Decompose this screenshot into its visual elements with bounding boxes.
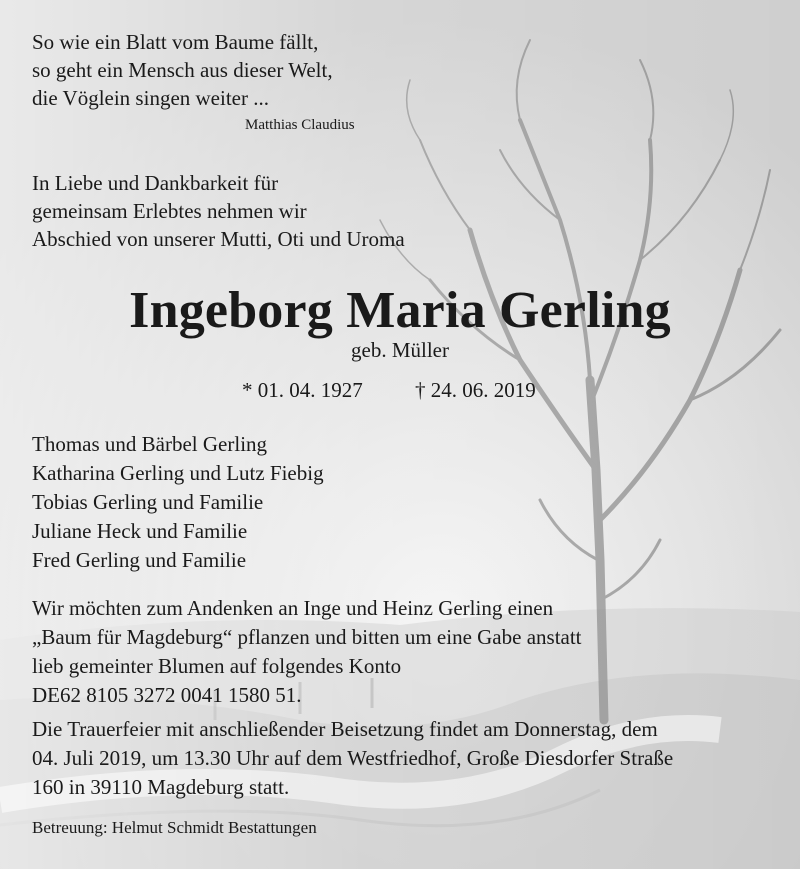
deceased-name: Ingeborg Maria Gerling	[129, 282, 671, 339]
mourner-name: Fred Gerling und Familie	[32, 548, 247, 572]
mourner-name: Juliane Heck und Familie	[32, 519, 248, 543]
funeral-line: Die Trauerfeier mit anschließender Beisetzung findet am Donnerstag, dem	[32, 717, 658, 741]
birth-date: * 01. 04. 1927	[242, 378, 363, 402]
poem-line: So wie ein Blatt vom Baume fällt,	[32, 30, 319, 54]
mourner-name: Katharina Gerling und Lutz Fiebig	[32, 461, 324, 485]
poem-line: so geht ein Mensch aus dieser Welt,	[32, 58, 333, 82]
undertaker-credit: Betreuung: Helmut Schmidt Bestattungen	[32, 818, 317, 837]
donation-line: Wir möchten zum Andenken an Inge und Heinz Gerling einen	[32, 596, 554, 620]
birth-name: geb. Müller	[351, 338, 449, 362]
intro-line: gemeinsam Erlebtes nehmen wir	[32, 199, 307, 223]
bank-account-line: DE62 8105 3272 0041 1580 51.	[32, 683, 302, 707]
mourner-name: Thomas und Bärbel Gerling	[32, 432, 268, 456]
donation-line: „Baum für Magdeburg“ pflanzen und bitten um eine Gabe anstatt	[32, 625, 582, 649]
intro-line: Abschied von unserer Mutti, Oti und Uroma	[32, 227, 405, 251]
funeral-line: 04. Juli 2019, um 13.30 Uhr auf dem Westfriedhof, Große Diesdorfer Straße	[32, 746, 674, 770]
donation-line: lieb gemeinter Blumen auf folgendes Konto	[32, 654, 402, 678]
intro-line: In Liebe und Dankbarkeit für	[32, 171, 279, 195]
poem-author: Matthias Claudius	[245, 117, 355, 133]
poem-line: die Vöglein singen weiter ...	[32, 86, 269, 110]
mourner-name: Tobias Gerling und Familie	[32, 490, 264, 514]
death-date: † 24. 06. 2019	[415, 378, 536, 402]
funeral-line: 160 in 39110 Magdeburg statt.	[32, 775, 290, 799]
